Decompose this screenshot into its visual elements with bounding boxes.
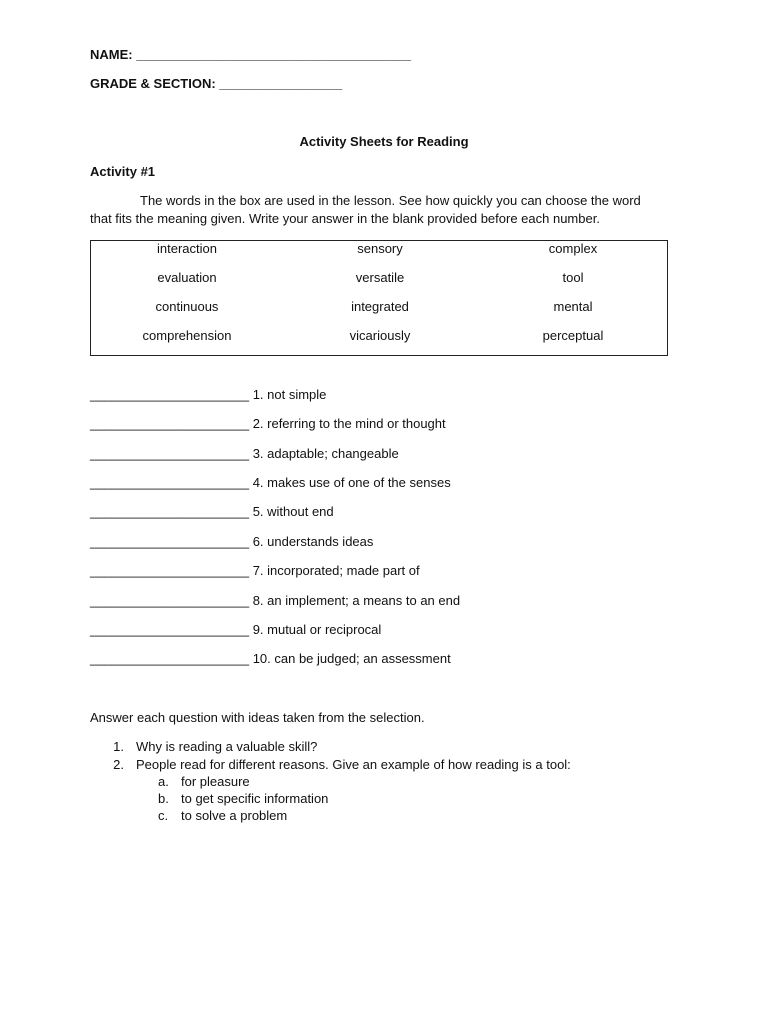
answer-blank[interactable]: ______________________ bbox=[90, 651, 250, 666]
word-box-word: complex bbox=[548, 241, 598, 256]
word-box-word: integrated bbox=[351, 299, 409, 314]
question-number: 1. bbox=[113, 739, 124, 754]
matching-item bbox=[90, 475, 451, 490]
sub-item-letter: c. bbox=[158, 808, 169, 823]
question-text: People read for different reasons. Give an example of how reading is a tool: bbox=[136, 757, 571, 772]
answer-blank[interactable]: ______________________ bbox=[90, 387, 250, 402]
instructions-line-2: that fits the meaning given. Write your answer in the blank provided before each number. bbox=[90, 211, 600, 226]
activity-label: Activity #1 bbox=[90, 164, 156, 179]
word-box bbox=[90, 240, 668, 356]
question-number: 2. bbox=[113, 757, 124, 772]
item-definition: 8. an implement; a means to an end bbox=[252, 593, 461, 608]
word-box-word: evaluation bbox=[157, 270, 217, 285]
answer-blank[interactable]: ______________________ bbox=[90, 504, 250, 519]
answer-blank[interactable]: ______________________ bbox=[90, 475, 250, 490]
answer-blank[interactable]: ______________________ bbox=[90, 563, 250, 578]
matching-item bbox=[90, 446, 399, 461]
sub-item-text: to solve a problem bbox=[181, 808, 288, 823]
matching-item bbox=[90, 416, 446, 431]
page-title: Activity Sheets for Reading bbox=[299, 134, 469, 149]
word-box-word: vicariously bbox=[349, 328, 411, 343]
grade-section-field-line[interactable]: GRADE & SECTION: _________________ bbox=[90, 76, 343, 91]
matching-item bbox=[90, 504, 334, 519]
sub-item-text: to get specific information bbox=[181, 791, 329, 806]
item-definition: 4. makes use of one of the senses bbox=[252, 475, 451, 490]
matching-item bbox=[90, 534, 373, 549]
word-box-word: tool bbox=[562, 270, 584, 285]
item-definition: 6. understands ideas bbox=[252, 534, 374, 549]
sub-item-text: for pleasure bbox=[181, 774, 250, 789]
item-definition: 3. adaptable; changeable bbox=[252, 446, 399, 461]
word-box-word: interaction bbox=[157, 241, 217, 256]
word-box-word: continuous bbox=[155, 299, 219, 314]
word-box-word: perceptual bbox=[542, 328, 604, 343]
word-box-word: sensory bbox=[357, 241, 403, 256]
instructions-line-1: The words in the box are used in the lesson. See how quickly you can choose the word bbox=[140, 193, 641, 208]
answer-blank[interactable]: ______________________ bbox=[90, 446, 250, 461]
word-box-word: mental bbox=[553, 299, 593, 314]
item-definition: 7. incorporated; made part of bbox=[252, 563, 420, 578]
item-definition: 2. referring to the mind or thought bbox=[252, 416, 446, 431]
answer-blank[interactable]: ______________________ bbox=[90, 416, 250, 431]
word-box-word: versatile bbox=[355, 270, 405, 285]
answer-blank[interactable]: ______________________ bbox=[90, 593, 250, 608]
answer-blank[interactable]: ______________________ bbox=[90, 622, 250, 637]
item-definition: 1. not simple bbox=[252, 387, 327, 402]
matching-item bbox=[90, 593, 460, 608]
questions-intro: Answer each question with ideas taken from the selection. bbox=[90, 710, 425, 725]
item-definition: 10. can be judged; an assessment bbox=[252, 651, 451, 666]
answer-blank[interactable]: ______________________ bbox=[90, 534, 250, 549]
matching-item bbox=[90, 622, 381, 637]
item-definition: 9. mutual or reciprocal bbox=[252, 622, 382, 637]
item-definition: 5. without end bbox=[252, 504, 334, 519]
word-box-word: comprehension bbox=[142, 328, 232, 343]
name-field-line[interactable]: NAME: ______________________________________ bbox=[90, 47, 411, 62]
matching-item bbox=[90, 563, 420, 578]
question-text: Why is reading a valuable skill? bbox=[136, 739, 318, 754]
sub-item-letter: b. bbox=[158, 791, 169, 806]
matching-item bbox=[90, 651, 451, 666]
matching-item bbox=[90, 387, 326, 402]
sub-item-letter: a. bbox=[158, 774, 169, 789]
